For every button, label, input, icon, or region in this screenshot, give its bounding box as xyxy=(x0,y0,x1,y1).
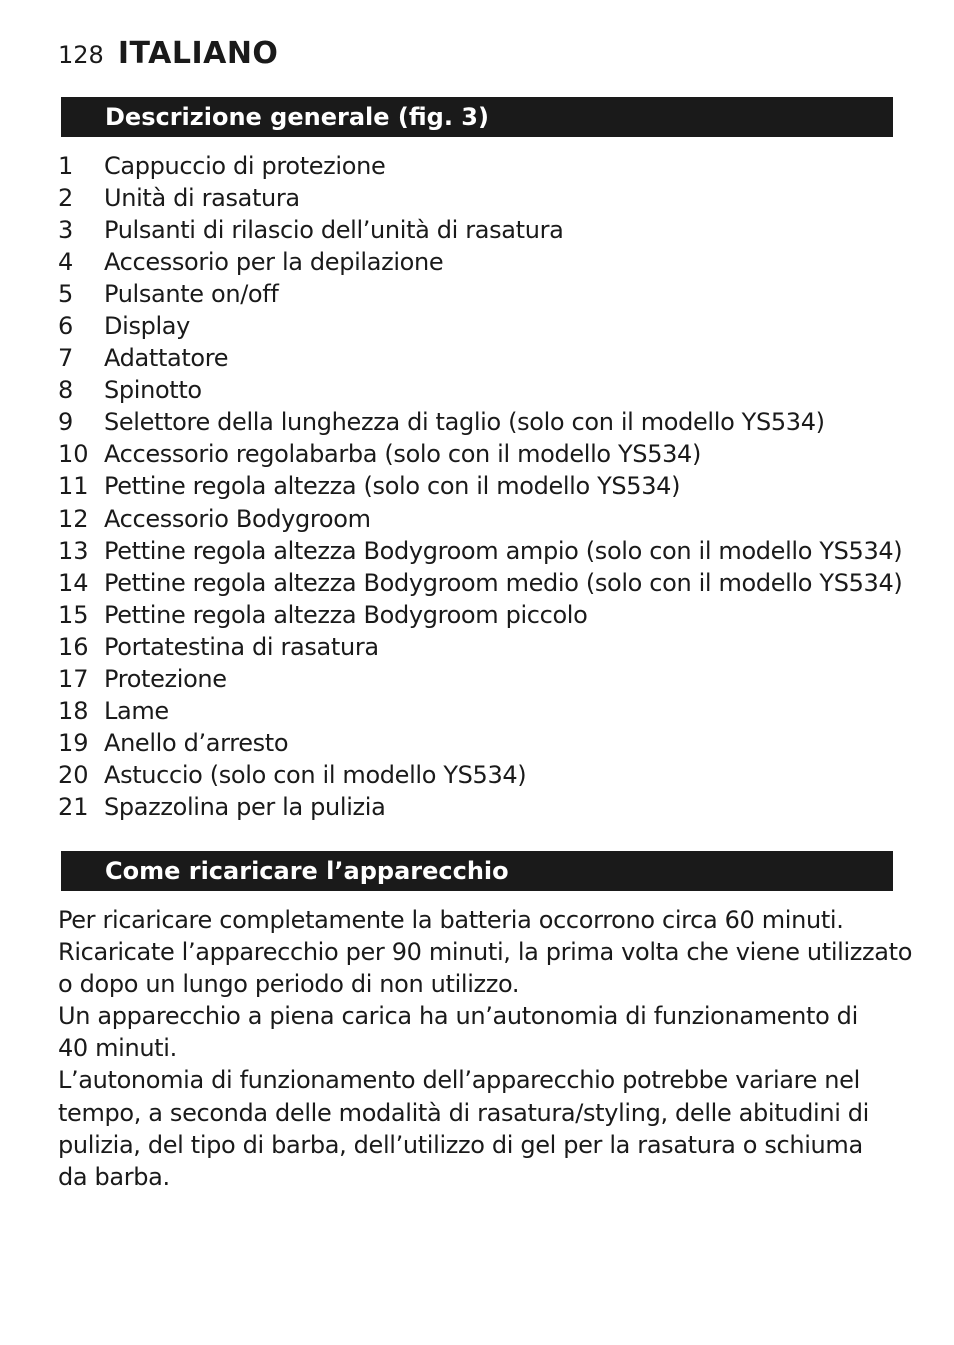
list-item-label: Pulsanti di rilascio dell’unità di rasatura xyxy=(104,216,564,245)
text-line: pulizia, del tipo di barba, dell’utilizzo di gel per la rasatura o schiuma xyxy=(58,1130,863,1159)
section-heading-charging: Come ricaricare l’apparecchio xyxy=(61,851,893,891)
list-item xyxy=(58,374,902,406)
text-line: 40 minuti. xyxy=(58,1034,177,1063)
list-item xyxy=(58,342,902,374)
list-item-label: Accessorio Bodygroom xyxy=(104,504,371,533)
list-item xyxy=(58,182,902,214)
list-item-label: Anello d’arresto xyxy=(104,728,289,757)
list-item-number: 14 xyxy=(58,568,89,597)
list-item-number: 2 xyxy=(58,184,74,213)
text-line: Ricaricate l’apparecchio per 90 minuti, la prima volta che viene utilizzato xyxy=(58,938,913,967)
list-item-label: Accessorio regolabarba (solo con il modello YS534) xyxy=(104,440,701,469)
list-item-label: Cappuccio di protezione xyxy=(104,152,386,180)
list-item xyxy=(58,727,902,759)
list-item-label: Protezione xyxy=(104,664,227,693)
list-item xyxy=(58,791,902,823)
list-item xyxy=(58,310,902,342)
list-item xyxy=(58,246,902,278)
list-item-number: 5 xyxy=(58,280,74,309)
list-item-label: Spazzolina per la pulizia xyxy=(104,792,386,821)
list-item-label: Display xyxy=(104,312,191,341)
list-item-number: 9 xyxy=(58,408,74,437)
list-item-number: 8 xyxy=(58,376,74,405)
list-item-label: Pulsante on/off xyxy=(104,280,279,309)
list-item-number: 17 xyxy=(58,664,89,693)
list-item-number: 16 xyxy=(58,632,89,661)
section-heading-description: Descrizione generale (fig. 3) xyxy=(61,97,893,137)
list-item-label: Pettine regola altezza Bodygroom piccolo xyxy=(104,600,588,629)
list-item-number: 18 xyxy=(58,696,89,725)
parts-list xyxy=(58,150,902,823)
list-item-label: Pettine regola altezza Bodygroom ampio (solo con il modello YS534) xyxy=(104,536,903,565)
list-item-number: 3 xyxy=(58,216,74,245)
list-item xyxy=(58,214,902,246)
list-item xyxy=(58,470,902,502)
list-item-label: Adattatore xyxy=(104,344,229,373)
text-line: da barba. xyxy=(58,1162,170,1191)
list-item xyxy=(58,599,902,631)
list-item xyxy=(58,278,902,310)
list-item-number: 7 xyxy=(58,344,74,373)
text-line: tempo, a seconda delle modalità di rasatura/styling, delle abitudini di xyxy=(58,1098,869,1127)
list-item xyxy=(58,150,902,182)
list-item-number: 10 xyxy=(58,440,89,469)
list-item xyxy=(58,567,902,599)
list-item-number: 19 xyxy=(58,728,89,757)
list-item xyxy=(58,759,902,791)
text-line: Per ricaricare completamente la batteria occorrono circa 60 minuti. xyxy=(58,906,844,934)
charging-paragraph xyxy=(58,904,913,1193)
page-header xyxy=(58,36,278,72)
page-number: 128 xyxy=(58,41,104,69)
list-item-number: 20 xyxy=(58,760,89,789)
list-item-number: 13 xyxy=(58,536,89,565)
list-item-number: 11 xyxy=(58,472,89,501)
list-item xyxy=(58,631,902,663)
list-item-label: Selettore della lunghezza di taglio (solo con il modello YS534) xyxy=(104,408,825,437)
list-item-label: Lame xyxy=(104,696,169,725)
list-item-label: Pettine regola altezza Bodygroom medio (solo con il modello YS534) xyxy=(104,568,903,597)
list-item-label: Accessorio per la depilazione xyxy=(104,248,444,277)
list-item-label: Pettine regola altezza (solo con il modello YS534) xyxy=(104,472,681,501)
text-line: Un apparecchio a piena carica ha un’autonomia di funzionamento di xyxy=(58,1002,858,1031)
list-item-label: Portatestina di rasatura xyxy=(104,632,379,661)
list-item xyxy=(58,663,902,695)
list-item-number: 12 xyxy=(58,504,89,533)
list-item-number: 15 xyxy=(58,600,89,629)
list-item-number: 1 xyxy=(58,152,74,180)
list-item-number: 21 xyxy=(58,792,89,821)
list-item-number: 4 xyxy=(58,248,74,277)
text-line: o dopo un lungo periodo di non utilizzo. xyxy=(58,970,520,999)
list-item-number: 6 xyxy=(58,312,74,341)
list-item-label: Spinotto xyxy=(104,376,202,405)
text-line: L’autonomia di funzionamento dell’apparecchio potrebbe variare nel xyxy=(58,1066,860,1095)
page-language: ITALIANO xyxy=(117,36,279,71)
list-item-label: Astuccio (solo con il modello YS534) xyxy=(104,760,527,789)
list-item xyxy=(58,535,902,567)
list-item xyxy=(58,695,902,727)
list-item-label: Unità di rasatura xyxy=(104,184,300,213)
list-item xyxy=(58,503,902,535)
list-item xyxy=(58,406,902,438)
list-item xyxy=(58,438,902,470)
